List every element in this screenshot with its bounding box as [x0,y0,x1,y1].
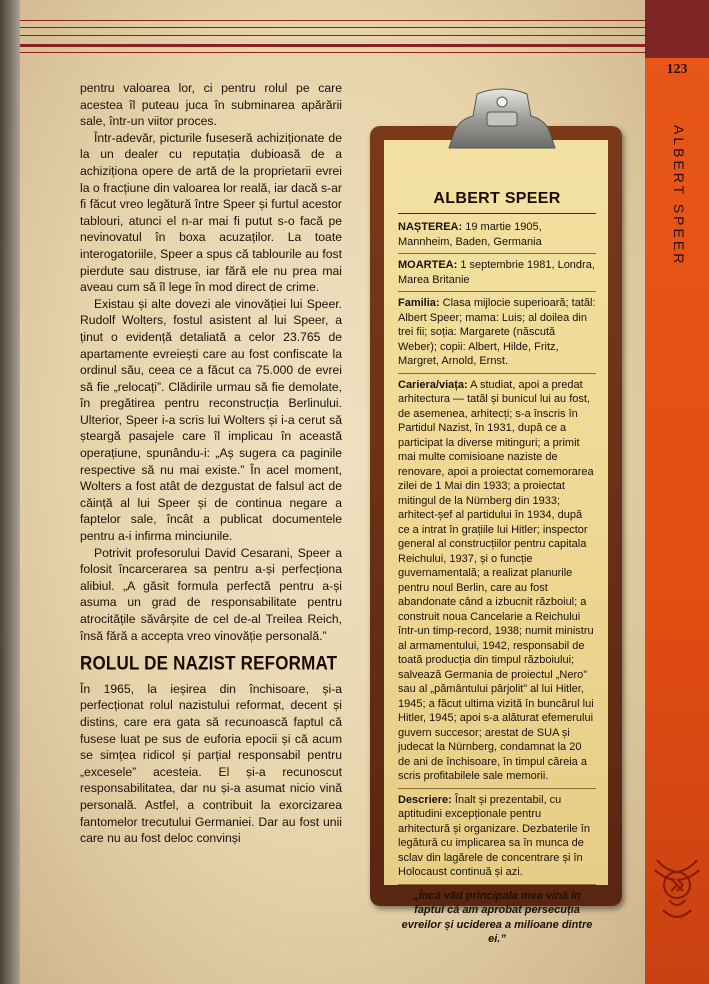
running-head: ALBERT SPEER [671,125,687,267]
field-label: MOARTEA: [398,259,458,271]
header-rule-thick [20,44,645,47]
page-number: 123 [666,62,688,77]
card-divider [398,291,596,292]
body-paragraph: Existau și alte dovezi ale vinovăției lui Speer. Rudolf Wolters, fostul asistent al lui Speer, a ținut o evidență detaliată a celor 23.765 de apartamente evreiești care au fost confiscate la ordinul său, ceea ce a făcut ca 75.000 de evrei să fie „relocați”. Clădirile urmau să fie demolate, în pregătirea pentru reconstrucția Berlinului. Ulterior, Speer i-a scris lui Wolters și i-a cerut să șteargă pasajele care îl implicau în această operațiune, spunându-i: „Aș sugera ca paginile respective să nu mai existe.” În acel moment, Wolters a fost atât de dezgustat de falsul act de căință al lui Speer și de continua negare a faptelor sale, încât a publicat documentele pentru a-i infirma minciunile. [80,296,342,544]
header-rule [20,20,645,21]
field-label: Descriere: [398,793,452,806]
header-rule [20,52,645,53]
field-value: 1 septembrie 1981, Londra, Marea Britanie [398,259,595,286]
field-value: Înalt și prezentabil, cu aptitudini excepționale pentru arhitectură și organizare. Dezbaterile în legătură cu implicarea sa în munca de sclav din lagărele de concentrare și în Holocaust continuă și azi. [398,793,590,878]
profile-title: ALBERT SPEER [433,190,561,207]
header-rule [20,27,645,28]
body-paragraph: Într-adevăr, picturile fuseseră achiziționate de la un dealer cu reputația dubioasă de a achiziționa opere de artă de la proprietarii evrei la o fracțiune din valoarea lor reală, iar dacă s-ar fi făcut vreo legătură între Speer și furtul acestor tablouri, atunci el n-ar mai fi putut s-o facă pe nevinovatul în boxa acuzaților. La toate interogatoriile, Speer a spus că tablourile au fost pierdute sau distruse, iar fără ele nu prea mai aveau cum să îl lege în mod direct de crime. [80,130,342,295]
profile-family [398,296,596,369]
sidebar-top-block [645,0,709,58]
profile-career [398,378,596,784]
card-divider [398,788,596,789]
clipboard-clip-icon [447,86,557,152]
profile-quote: „Încă văd principala mea vină în faptul că am aprobat persecuția evreilor și uciderea a milioane dintre ei.” [401,889,593,945]
profile-death [398,258,596,287]
eagle-swastika-emblem-icon [653,840,701,930]
card-divider [398,213,596,215]
main-text-column [80,80,342,847]
section-heading: ROLUL DE NAZIST REFORMAT [80,652,338,675]
profile-description [398,793,596,880]
field-value: Clasa mijlocie superioară; tatăl: Albert Speer; mama: Luis; al doilea din trei fii; soția: Margarete (născută Weber); copii: Albert, Hilde, Fritz, Margret, Arnold, Ernst. [398,297,596,367]
field-value: A studiat, apoi a predat arhitectura — tatăl și bunicul lui au fost, de asemenea, arhitecți; s-a înscris în Partidul Nazist, în 1931, după ce a participat la diverse mitinguri; a primit mai multe comisioane naziste de renovare, apoi a proiectat comemorarea zilei de 1 Mai din 1933; a proiectat mitingul de la Nürnberg din 1933; arhitect-șef al partidului în 1934, după ce a intrat în grațiile lui Hitler; inspector general al construcțiilor pentru capitala Reichului, 1937, și o funcție guvernamentală; a realizat planurile pentru noul Berlin, care au fost abandonate când a izbucnit războiul; a construit noua Cancelarie a Reichului într-un timp-record, 1938; numit ministru al armamentului, 1942, responsabil de toată producția din timpul războiului; salvează Germania de proiectul „Nero” sau al „pământului pârjolit” al lui Hitler, 1945; a făcut ultima vizită în buncărul lui Hitler, 1945; apoi s-a alăturat efemerului guvern succesor; arestat de SUA și judecat la Nürnberg, condamnat la 20 de ani de închisoare, în timpul căreia a scris profitabilele sale memorii. [398,378,594,782]
left-photo-strip [0,0,20,984]
card-divider [398,884,596,885]
field-value: 19 martie 1905, Mannheim, Baden, Germania [398,221,542,248]
chapter-sidebar [645,0,709,984]
profile-birth [398,220,596,249]
field-label: Cariera/viața: [398,378,468,391]
field-label: Familia: [398,297,440,309]
header-rule [20,35,645,36]
card-divider [398,373,596,374]
profile-card [398,192,596,958]
body-paragraph: În 1965, la ieșirea din închisoare, și-a perfecționat rolul nazistului reformat, decent și distins, care era gata să recunoască faptul că fusese luat pe sus de euforia epocii și că acum se simțea ridicol și parțial responsabil pentru „excesele” acesteia. El și-a recunoscut responsabilitatea, dar nu și-a asumat nicio vină personală. Astfel, a contribuit la exorcizarea fantomelor trecutului Germaniei. Dar au fost unii care nu au fost deloc convinși [80,681,342,846]
body-paragraph: Potrivit profesorului David Cesarani, Speer a folosit încarcerarea sa pentru a-și perfecționa alibiul. „A găsit formula perfectă pentru a-și asuma un grad de responsabilitate pentru atrocitățile săvârșite de cel de-al Treilea Reich, însă fără a accepta vreo vinovăție personală.” [80,545,342,643]
field-label: NAȘTEREA: [398,221,463,233]
card-divider [398,253,596,254]
body-paragraph: pentru valoarea lor, ci pentru rolul pe care acestea îl puteau juca în subminarea apărării sale, într-un viitor proces. [80,81,342,129]
